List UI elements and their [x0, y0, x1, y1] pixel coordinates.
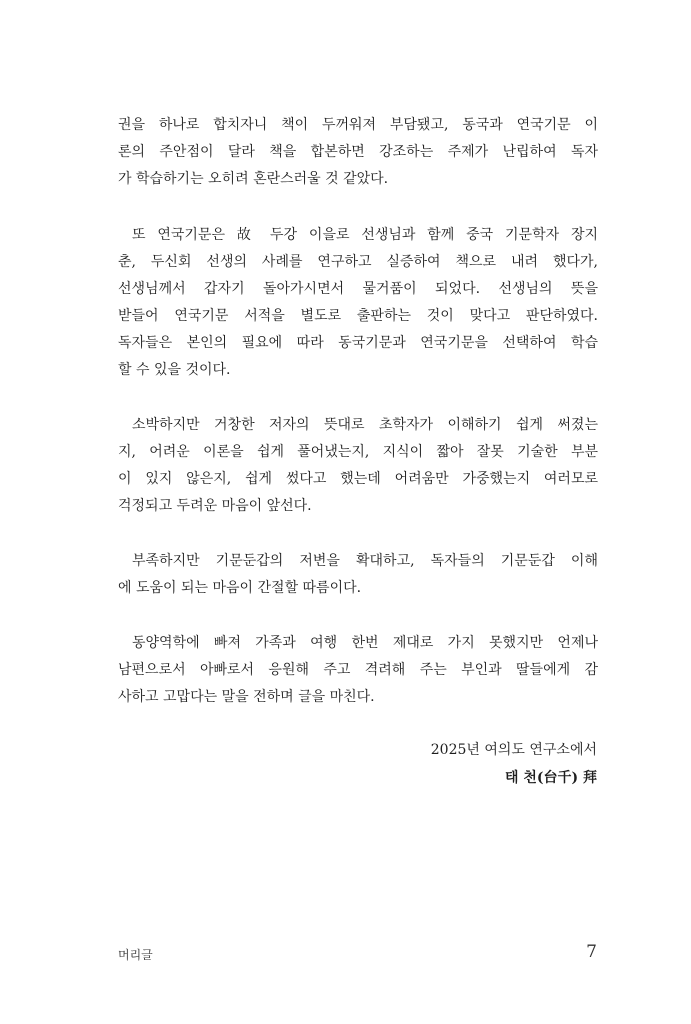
signature-place: 2025년 여의도 연구소에서 [430, 742, 597, 758]
text-line: 남편으로서 아빠로서 응원해 주고 격려해 주는 부인과 딸들에게 감 [118, 662, 598, 678]
page-number: 7 [586, 942, 597, 962]
text-line: 권을 하나로 합치자니 책이 두꺼워져 부담됐고, 동국과 연국기문 이 [118, 117, 598, 133]
paragraph-4 [118, 548, 598, 602]
paragraph-1 [118, 112, 598, 193]
text-line: 부족하지만 기문둔갑의 저변을 확대하고, 독자들의 기문둔갑 이해 [132, 553, 598, 569]
text-line: 할 수 있을 것이다. [118, 362, 231, 378]
text-line: 지, 어려운 이론을 쉽게 풀어냈는지, 지식이 짧아 잘못 기술한 부분 [118, 444, 598, 460]
signature-name: 태 천(台千) 拜 [504, 770, 597, 786]
text-line: 에 도움이 되는 마음이 간절할 따름이다. [118, 580, 362, 596]
text-line: 또 연국기문은 故 두강 이을로 선생님과 함께 중국 기문학자 장지 [132, 227, 598, 243]
text-line: 받들어 연국기문 서적을 별도로 출판하는 것이 맞다고 판단하였다. [118, 308, 598, 324]
text-line: 춘, 두신회 선생의 사례를 연구하고 실증하여 책으로 내려 했다가, [118, 254, 598, 270]
text-line: 소박하지만 거창한 저자의 뜻대로 초학자가 이해하기 쉽게 써졌는 [132, 417, 598, 433]
text-line: 가 학습하기는 오히려 혼란스러울 것 같았다. [118, 171, 389, 187]
text-line: 독자들은 본인의 필요에 따라 동국기문과 연국기문을 선택하여 학습 [118, 335, 598, 351]
text-line: 걱정되고 두려운 마음이 앞선다. [118, 498, 312, 514]
text-line: 선생님께서 갑자기 돌아가시면서 물거품이 되었다. 선생님의 뜻을 [118, 281, 598, 297]
section-label: 머리글 [118, 948, 153, 962]
text-line: 동양역학에 빠져 가족과 여행 한번 제대로 가지 못했지만 언제나 [132, 635, 598, 651]
paragraph-2 [118, 222, 598, 384]
paragraph-3 [118, 412, 598, 520]
paragraph-5 [118, 630, 598, 711]
text-line: 사하고 고맙다는 말을 전하며 글을 마친다. [118, 689, 375, 705]
text-line: 이 있지 않은지, 쉽게 썼다고 했는데 어려움만 가중했는지 여러모로 [118, 471, 598, 487]
text-line: 론의 주안점이 달라 책을 합본하면 강조하는 주제가 난립하여 독자 [118, 144, 598, 160]
